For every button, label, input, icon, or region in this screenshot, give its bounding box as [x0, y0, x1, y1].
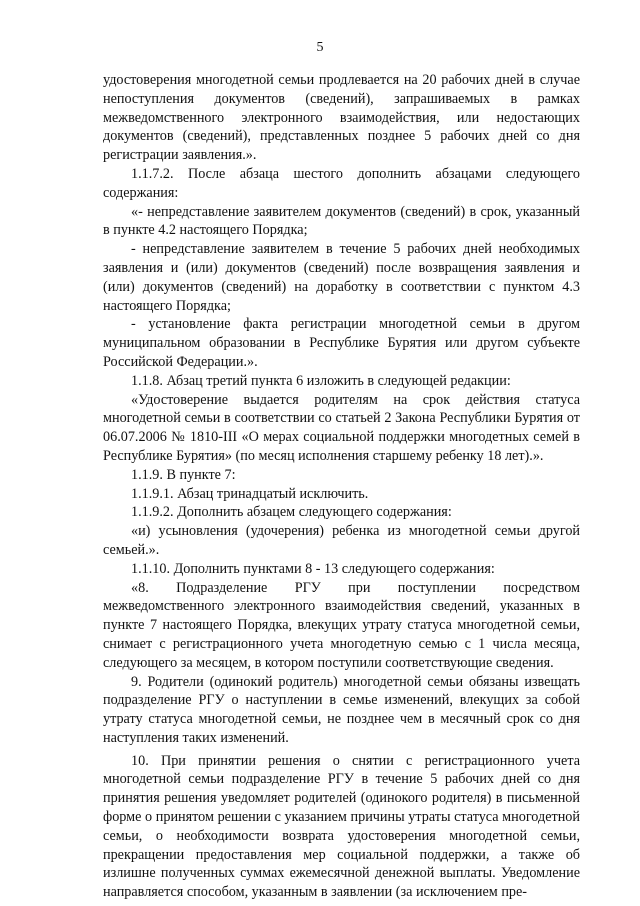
- paragraph: 1.1.9.2. Дополнить абзацем следующего содержания:: [131, 504, 452, 521]
- paragraph: 1.1.9. В пункте 7:: [131, 466, 236, 483]
- paragraph: 1.1.9.1. Абзац тринадцатый исключить.: [131, 485, 369, 502]
- page-number: 5: [316, 40, 324, 55]
- paragraph: 9. Родители (одинокий родитель) многодетной семьи обязаны извещать подразделение РГУ о наступлении в семье изменений, влекущих за собой утрату статуса многодетной семьи, не позднее чем в месячный срок со дня наступления таких изменений.: [103, 673, 580, 746]
- document-body: [103, 71, 580, 902]
- paragraph: «- непредставление заявителем документов (сведений) в срок, указанный в пункте 4.2 настоящего Порядка;: [103, 203, 580, 239]
- paragraph: удостоверения многодетной семьи продлевается на 20 рабочих дней в случае непоступления документов (сведений), запрашиваемых в рамках межведомственного электронного взаимодействия, или недостающих документов (сведений), представленных позднее 5 рабочих дней со дня регистрации заявления.».: [103, 72, 580, 164]
- paragraph: 10. При принятии решения о снятии с регистрационного учета многодетной семьи подразделение РГУ в течение 5 рабочих дней со дня принятия решения уведомляет родителей (одинокого родителя) в письменной форме о принятом решении с указанием причины утраты статуса многодетной семьи, о необходимости возврата удостоверения многодетной семьи, прекращении предоставления мер социальной поддержки, а также об излишне полученных суммах ежемесячной денежной выплаты. Уведомление направляется способом, указанным в заявлении (за исключением пре-: [103, 752, 580, 901]
- paragraph: 1.1.8. Абзац третий пункта 6 изложить в следующей редакции:: [131, 372, 511, 389]
- paragraph: «8. Подразделение РГУ при поступлении посредством межведомственного электронного взаимодействия сведений, указанных в пункте 7 настоящего Порядка, влекущих утрату статуса многодетной семьи, снимает с регистрационного учета многодетную семью с 1 числа месяца, следующего за месяцем, в котором поступили соответствующие сведения.: [103, 579, 580, 671]
- paragraph: - непредставление заявителем в течение 5 рабочих дней необходимых заявления и (или) документов (сведений) после возвращения заявления и (или) документов (сведений) на доработку в соответствии с пунктом 4.3 настоящего Порядка;: [103, 241, 580, 314]
- paragraph: 1.1.7.2. После абзаца шестого дополнить абзацами следующего содержания:: [103, 165, 580, 201]
- paragraph: «Удостоверение выдается родителям на срок действия статуса многодетной семьи в соответствии со статьей 2 Закона Республики Бурятия от 06.07.2006 № 1810-III «О мерах социальной поддержки многодетных семей в Республике Бурятия» (по месяц исполнения старшему ребенку 18 лет).».: [103, 391, 580, 464]
- paragraph: «и) усыновления (удочерения) ребенка из многодетной семьи другой семьей.».: [103, 523, 580, 558]
- paragraph: - установление факта регистрации многодетной семьи в другом муниципальном образовании в Республике Бурятия или другом субъекте Российской Федерации.».: [103, 316, 580, 370]
- paragraph: 1.1.10. Дополнить пунктами 8 - 13 следующего содержания:: [131, 560, 495, 577]
